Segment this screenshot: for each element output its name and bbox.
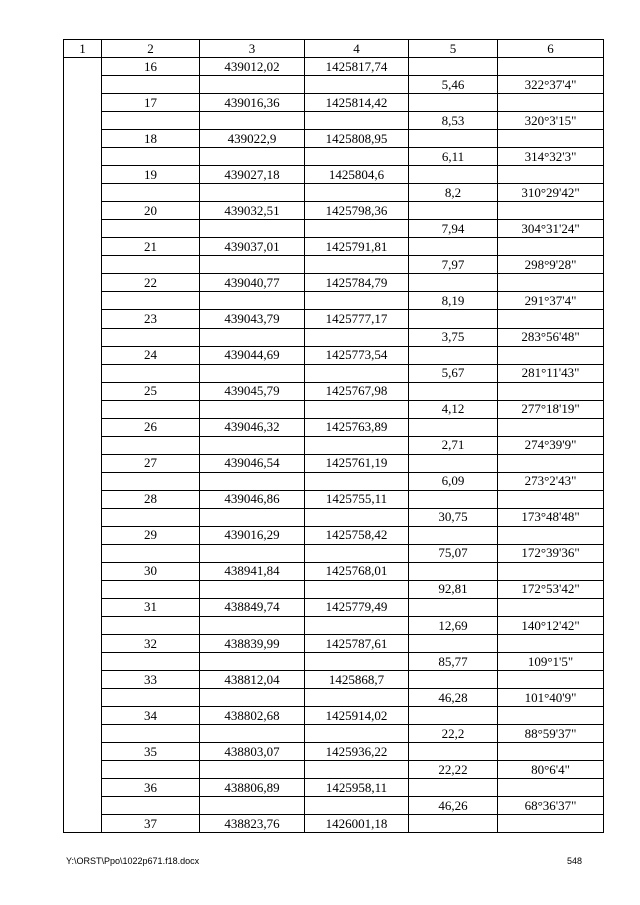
- empty-cell: [498, 58, 604, 76]
- empty-cell: [102, 689, 200, 707]
- empty-cell: [200, 76, 305, 94]
- empty-cell: [305, 472, 409, 490]
- empty-cell: [498, 130, 604, 148]
- footer-file-path: Y:\ORST\Ppo\1022p671.f18.docx: [66, 856, 200, 866]
- header-cell-1: 1: [64, 40, 102, 58]
- header-cell-2: 2: [102, 40, 200, 58]
- point-row: [64, 635, 604, 653]
- point-row: [64, 454, 604, 472]
- segment-length: 7,94: [409, 220, 498, 238]
- point-y: 1425768,01: [305, 562, 409, 580]
- empty-cell: [102, 580, 200, 598]
- empty-cell: [498, 202, 604, 220]
- segment-angle: 322°37'4": [498, 76, 604, 94]
- empty-cell: [102, 112, 200, 130]
- point-x: 439016,29: [200, 526, 305, 544]
- empty-cell: [409, 671, 498, 689]
- point-x: 439045,79: [200, 382, 305, 400]
- empty-cell: [305, 689, 409, 707]
- empty-cell: [102, 184, 200, 202]
- segment-length: 46,26: [409, 797, 498, 815]
- segment-length: 8,53: [409, 112, 498, 130]
- empty-cell: [102, 76, 200, 94]
- point-number: 36: [102, 779, 200, 797]
- point-row: [64, 382, 604, 400]
- segment-length: 8,2: [409, 184, 498, 202]
- point-row: [64, 310, 604, 328]
- empty-cell: [498, 382, 604, 400]
- point-number: 23: [102, 310, 200, 328]
- segment-length: 5,46: [409, 76, 498, 94]
- point-number: 33: [102, 671, 200, 689]
- point-x: 439032,51: [200, 202, 305, 220]
- empty-cell: [498, 779, 604, 797]
- segment-angle: 173°48'48": [498, 508, 604, 526]
- point-x: 439022,9: [200, 130, 305, 148]
- empty-cell: [102, 761, 200, 779]
- segment-row: [64, 256, 604, 274]
- empty-cell: [498, 418, 604, 436]
- point-x: 438839,99: [200, 635, 305, 653]
- point-y: 1425808,95: [305, 130, 409, 148]
- header-cell-4: 4: [305, 40, 409, 58]
- segment-length: 85,77: [409, 653, 498, 671]
- point-x: 439046,86: [200, 490, 305, 508]
- empty-cell: [409, 635, 498, 653]
- point-row: [64, 490, 604, 508]
- empty-cell: [102, 256, 200, 274]
- segment-length: 6,11: [409, 148, 498, 166]
- point-row: [64, 598, 604, 616]
- point-x: 439044,69: [200, 346, 305, 364]
- segment-length: 5,67: [409, 364, 498, 382]
- empty-cell: [409, 490, 498, 508]
- segment-angle: 304°31'24": [498, 220, 604, 238]
- header-cell-5: 5: [409, 40, 498, 58]
- point-x: 439012,02: [200, 58, 305, 76]
- footer-page-number: 548: [567, 856, 583, 866]
- point-row: [64, 418, 604, 436]
- point-x: 439043,79: [200, 310, 305, 328]
- empty-cell: [498, 94, 604, 112]
- point-y: 1425777,17: [305, 310, 409, 328]
- point-y: 1425791,81: [305, 238, 409, 256]
- point-y: 1425763,89: [305, 418, 409, 436]
- point-x: 439046,54: [200, 454, 305, 472]
- segment-length: 22,2: [409, 725, 498, 743]
- empty-cell: [200, 220, 305, 238]
- segment-length: 46,28: [409, 689, 498, 707]
- segment-angle: 88°59'37": [498, 725, 604, 743]
- empty-cell: [498, 238, 604, 256]
- segment-angle: 101°40'9": [498, 689, 604, 707]
- point-row: [64, 779, 604, 797]
- point-number: 26: [102, 418, 200, 436]
- empty-cell: [498, 815, 604, 833]
- point-y: 1425758,42: [305, 526, 409, 544]
- header-cell-3: 3: [200, 40, 305, 58]
- empty-cell: [498, 454, 604, 472]
- empty-cell: [102, 472, 200, 490]
- segment-row: [64, 436, 604, 454]
- point-row: [64, 346, 604, 364]
- segment-row: [64, 76, 604, 94]
- point-y: 1425936,22: [305, 743, 409, 761]
- empty-cell: [102, 220, 200, 238]
- segment-row: [64, 328, 604, 346]
- point-number: 30: [102, 562, 200, 580]
- empty-cell: [102, 364, 200, 382]
- segment-angle: 281°11'43": [498, 364, 604, 382]
- segment-row: [64, 220, 604, 238]
- empty-cell: [102, 544, 200, 562]
- point-number: 27: [102, 454, 200, 472]
- empty-cell: [305, 653, 409, 671]
- segment-angle: 320°3'15": [498, 112, 604, 130]
- point-x: 439037,01: [200, 238, 305, 256]
- empty-cell: [409, 454, 498, 472]
- empty-cell: [305, 220, 409, 238]
- point-row: [64, 166, 604, 184]
- point-row: [64, 671, 604, 689]
- point-y: 1425779,49: [305, 598, 409, 616]
- empty-cell: [409, 274, 498, 292]
- point-x: 438806,89: [200, 779, 305, 797]
- segment-length: 6,09: [409, 472, 498, 490]
- empty-cell: [200, 653, 305, 671]
- segment-angle: 80°6'4": [498, 761, 604, 779]
- empty-cell: [200, 292, 305, 310]
- empty-cell: [305, 761, 409, 779]
- empty-cell: [305, 256, 409, 274]
- point-y: 1425868,7: [305, 671, 409, 689]
- point-x: 438812,04: [200, 671, 305, 689]
- segment-length: 3,75: [409, 328, 498, 346]
- empty-cell: [498, 526, 604, 544]
- segment-row: [64, 472, 604, 490]
- empty-cell: [305, 617, 409, 635]
- empty-cell: [498, 346, 604, 364]
- empty-cell: [305, 580, 409, 598]
- point-x: 438823,76: [200, 815, 305, 833]
- point-number: 34: [102, 707, 200, 725]
- empty-cell: [200, 148, 305, 166]
- point-number: 20: [102, 202, 200, 220]
- empty-cell: [409, 130, 498, 148]
- empty-cell: [409, 779, 498, 797]
- point-number: 19: [102, 166, 200, 184]
- empty-cell: [200, 364, 305, 382]
- empty-cell: [498, 707, 604, 725]
- point-row: [64, 130, 604, 148]
- segment-length: 30,75: [409, 508, 498, 526]
- empty-cell: [498, 490, 604, 508]
- empty-cell: [200, 544, 305, 562]
- point-x: 439040,77: [200, 274, 305, 292]
- table-body: [64, 40, 604, 833]
- empty-cell: [102, 653, 200, 671]
- empty-cell: [200, 328, 305, 346]
- segment-angle: 274°39'9": [498, 436, 604, 454]
- point-x: 439027,18: [200, 166, 305, 184]
- segment-length: 2,71: [409, 436, 498, 454]
- segment-row: [64, 689, 604, 707]
- segment-length: 12,69: [409, 617, 498, 635]
- empty-cell: [498, 598, 604, 616]
- point-x: 438803,07: [200, 743, 305, 761]
- point-row: [64, 815, 604, 833]
- segment-length: 4,12: [409, 400, 498, 418]
- point-row: [64, 743, 604, 761]
- empty-cell: [498, 743, 604, 761]
- segment-angle: 109°1'5": [498, 653, 604, 671]
- point-row: [64, 274, 604, 292]
- segment-row: [64, 725, 604, 743]
- empty-cell: [200, 689, 305, 707]
- segment-angle: 172°53'42": [498, 580, 604, 598]
- point-y: 1425798,36: [305, 202, 409, 220]
- point-row: [64, 562, 604, 580]
- empty-cell: [102, 725, 200, 743]
- segment-angle: 298°9'28": [498, 256, 604, 274]
- empty-cell: [305, 328, 409, 346]
- segment-angle: 277°18'19": [498, 400, 604, 418]
- empty-cell: [102, 148, 200, 166]
- segment-row: [64, 184, 604, 202]
- point-y: 1425761,19: [305, 454, 409, 472]
- empty-cell: [409, 94, 498, 112]
- point-row: [64, 58, 604, 76]
- point-y: 1425755,11: [305, 490, 409, 508]
- point-row: [64, 707, 604, 725]
- empty-cell: [102, 617, 200, 635]
- point-number: 28: [102, 490, 200, 508]
- point-y: 1425958,11: [305, 779, 409, 797]
- empty-cell: [498, 562, 604, 580]
- empty-cell: [305, 797, 409, 815]
- point-y: 1425914,02: [305, 707, 409, 725]
- segment-row: [64, 544, 604, 562]
- segment-row: [64, 148, 604, 166]
- empty-cell: [305, 76, 409, 94]
- empty-cell: [200, 400, 305, 418]
- point-row: [64, 94, 604, 112]
- point-x: 438941,84: [200, 562, 305, 580]
- empty-cell: [305, 112, 409, 130]
- empty-cell: [102, 436, 200, 454]
- empty-cell: [409, 166, 498, 184]
- point-number: 24: [102, 346, 200, 364]
- segment-angle: 140°12'42": [498, 617, 604, 635]
- empty-cell: [102, 508, 200, 526]
- segment-angle: 310°29'42": [498, 184, 604, 202]
- point-number: 29: [102, 526, 200, 544]
- point-y: 1425814,42: [305, 94, 409, 112]
- empty-cell: [305, 184, 409, 202]
- empty-cell: [200, 761, 305, 779]
- point-x: 439016,36: [200, 94, 305, 112]
- column-1-cell: [64, 58, 102, 833]
- empty-cell: [305, 400, 409, 418]
- empty-cell: [409, 743, 498, 761]
- segment-row: [64, 653, 604, 671]
- empty-cell: [498, 671, 604, 689]
- segment-angle: 283°56'48": [498, 328, 604, 346]
- point-number: 35: [102, 743, 200, 761]
- segment-row: [64, 617, 604, 635]
- empty-cell: [409, 202, 498, 220]
- empty-cell: [102, 292, 200, 310]
- segment-row: [64, 580, 604, 598]
- point-y: 1425817,74: [305, 58, 409, 76]
- empty-cell: [409, 58, 498, 76]
- segment-length: 75,07: [409, 544, 498, 562]
- empty-cell: [305, 436, 409, 454]
- segment-row: [64, 112, 604, 130]
- empty-cell: [200, 184, 305, 202]
- segment-angle: 273°2'43": [498, 472, 604, 490]
- point-number: 17: [102, 94, 200, 112]
- point-number: 37: [102, 815, 200, 833]
- point-x: 439046,32: [200, 418, 305, 436]
- empty-cell: [200, 436, 305, 454]
- empty-cell: [200, 617, 305, 635]
- point-y: 1425773,54: [305, 346, 409, 364]
- point-x: 438802,68: [200, 707, 305, 725]
- empty-cell: [305, 364, 409, 382]
- segment-row: [64, 508, 604, 526]
- point-number: 25: [102, 382, 200, 400]
- coordinates-table: [63, 39, 604, 833]
- point-y: 1426001,18: [305, 815, 409, 833]
- segment-length: 7,97: [409, 256, 498, 274]
- empty-cell: [409, 418, 498, 436]
- point-x: 438849,74: [200, 598, 305, 616]
- empty-cell: [498, 635, 604, 653]
- empty-cell: [409, 238, 498, 256]
- empty-cell: [305, 148, 409, 166]
- segment-angle: 314°32'3": [498, 148, 604, 166]
- segment-length: 22,22: [409, 761, 498, 779]
- empty-cell: [409, 598, 498, 616]
- empty-cell: [102, 797, 200, 815]
- empty-cell: [102, 328, 200, 346]
- segment-row: [64, 797, 604, 815]
- empty-cell: [305, 544, 409, 562]
- point-y: 1425787,61: [305, 635, 409, 653]
- segment-angle: 172°39'36": [498, 544, 604, 562]
- point-number: 16: [102, 58, 200, 76]
- empty-cell: [498, 166, 604, 184]
- point-y: 1425784,79: [305, 274, 409, 292]
- point-row: [64, 526, 604, 544]
- header-row: [64, 40, 604, 58]
- empty-cell: [409, 562, 498, 580]
- empty-cell: [200, 508, 305, 526]
- empty-cell: [409, 526, 498, 544]
- segment-length: 8,19: [409, 292, 498, 310]
- point-number: 31: [102, 598, 200, 616]
- empty-cell: [409, 707, 498, 725]
- segment-angle: 291°37'4": [498, 292, 604, 310]
- empty-cell: [409, 310, 498, 328]
- point-y: 1425804,6: [305, 166, 409, 184]
- empty-cell: [200, 472, 305, 490]
- point-row: [64, 202, 604, 220]
- point-number: 21: [102, 238, 200, 256]
- header-cell-6: 6: [498, 40, 604, 58]
- empty-cell: [409, 815, 498, 833]
- empty-cell: [305, 292, 409, 310]
- segment-row: [64, 400, 604, 418]
- segment-length: 92,81: [409, 580, 498, 598]
- point-number: 18: [102, 130, 200, 148]
- empty-cell: [200, 797, 305, 815]
- empty-cell: [498, 310, 604, 328]
- point-row: [64, 238, 604, 256]
- empty-cell: [409, 346, 498, 364]
- empty-cell: [200, 580, 305, 598]
- empty-cell: [200, 725, 305, 743]
- empty-cell: [102, 400, 200, 418]
- empty-cell: [200, 112, 305, 130]
- empty-cell: [305, 508, 409, 526]
- segment-row: [64, 292, 604, 310]
- segment-angle: 68°36'37": [498, 797, 604, 815]
- segment-row: [64, 364, 604, 382]
- point-number: 22: [102, 274, 200, 292]
- point-number: 32: [102, 635, 200, 653]
- empty-cell: [409, 382, 498, 400]
- segment-row: [64, 761, 604, 779]
- empty-cell: [305, 725, 409, 743]
- empty-cell: [200, 256, 305, 274]
- point-y: 1425767,98: [305, 382, 409, 400]
- empty-cell: [498, 274, 604, 292]
